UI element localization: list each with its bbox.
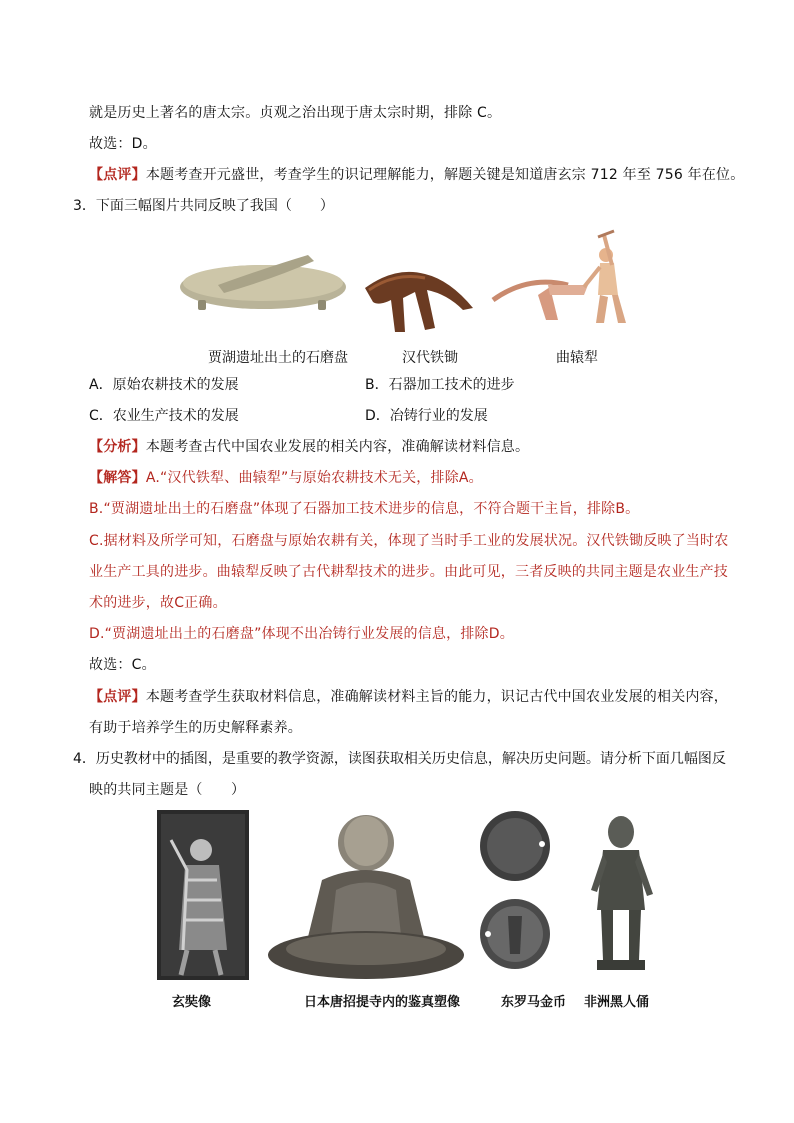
caption-iron-hoe: 汉代铁锄	[402, 350, 458, 366]
xuanzang-portrait-image	[157, 810, 249, 980]
caption-african-figurine: 非洲黑人俑	[584, 995, 650, 1010]
caption-xuanzang: 玄奘像	[172, 995, 212, 1010]
answer-line-c3: 术的进步，故C正确。	[89, 595, 227, 611]
text-line-1: 就是历史上著名的唐太宗。贞观之治出现于唐太宗时期，排除 C。	[89, 105, 502, 121]
question-3-stem	[73, 195, 334, 215]
option-d: D．冶铸行业的发展	[365, 408, 488, 424]
question-4-stem	[73, 748, 726, 768]
answer-line-d: D.“贾湖遗址出土的石磨盘”体现不出冶铸行业发展的信息，排除D。	[89, 626, 514, 642]
text-line-2: 故选：D。	[89, 136, 157, 152]
question-4-stem-2: 映的共同主题是（ ）	[89, 782, 246, 798]
answer-line-b: B.“贾湖遗址出土的石磨盘”体现了石器加工技术进步的信息，不符合题干主旨，排除B。	[89, 501, 640, 517]
caption-stone-slab: 贾湖遗址出土的石磨盘	[208, 350, 348, 366]
analysis-tag: 【分析】	[89, 439, 146, 455]
analysis-line	[89, 436, 529, 456]
question-text: 下面三幅图片共同反映了我国（ ）	[95, 198, 334, 214]
comment-tag: 【点评】	[89, 167, 146, 183]
choose-line: 故选：C。	[89, 657, 156, 673]
question-number-4: 4．	[73, 751, 96, 767]
caption-gold-coin: 东罗马金币	[501, 995, 567, 1010]
answer-tag: 【解答】	[89, 470, 146, 486]
african-figurine-image	[583, 810, 661, 975]
eastern-roman-gold-coin-image	[478, 806, 552, 978]
comment-tag-q3: 【点评】	[89, 689, 146, 705]
comment-line-q3	[89, 686, 728, 706]
question-4-text: 历史教材中的插图，是重要的教学资源，读图获取相关历史信息，解决历史问题。请分析下面几幅图反	[95, 751, 726, 767]
caption-plough: 曲辕犁	[556, 350, 598, 366]
answer-line-a	[89, 467, 483, 487]
analysis-text: 本题考查古代中国农业发展的相关内容，准确解读材料信息。	[145, 439, 530, 455]
comment-text: 本题考查开元盛世，考查学生的识记理解能力，解题关键是知道唐玄宗 712 年至 756 年在位。	[145, 167, 745, 183]
caption-jianzhen: 日本唐招提寺内的鉴真塑像	[304, 995, 461, 1010]
iron-hoe-image	[355, 258, 480, 338]
jianzhen-statue-image	[266, 805, 466, 980]
answer-a-text: A.“汉代铁犁、曲辕犁”与原始农耕技术无关，排除A。	[145, 470, 483, 486]
option-a: A．原始农耕技术的发展	[89, 377, 239, 393]
question-number: 3．	[73, 198, 96, 214]
comment-text-q3: 本题考查学生获取材料信息，准确解读材料主旨的能力，识记古代中国农业发展的相关内容，	[145, 689, 729, 705]
curved-shaft-plough-image	[488, 225, 633, 330]
comment-line-q3-2: 有助于培养学生的历史解释素养。	[89, 720, 302, 736]
answer-line-c2: 业生产工具的进步。曲辕犁反映了古代耕犁技术的进步。由此可见，三者反映的共同主题是农业生产技	[89, 564, 728, 580]
answer-line-c1: C.据材料及所学可知，石磨盘与原始农耕有关，体现了当时手工业的发展状况。汉代铁锄反映了当时农	[89, 533, 729, 549]
comment-line	[89, 164, 744, 184]
option-c: C．农业生产技术的发展	[89, 408, 239, 424]
stone-grinding-slab-image	[178, 245, 348, 315]
option-b: B．石器加工技术的进步	[365, 377, 515, 393]
